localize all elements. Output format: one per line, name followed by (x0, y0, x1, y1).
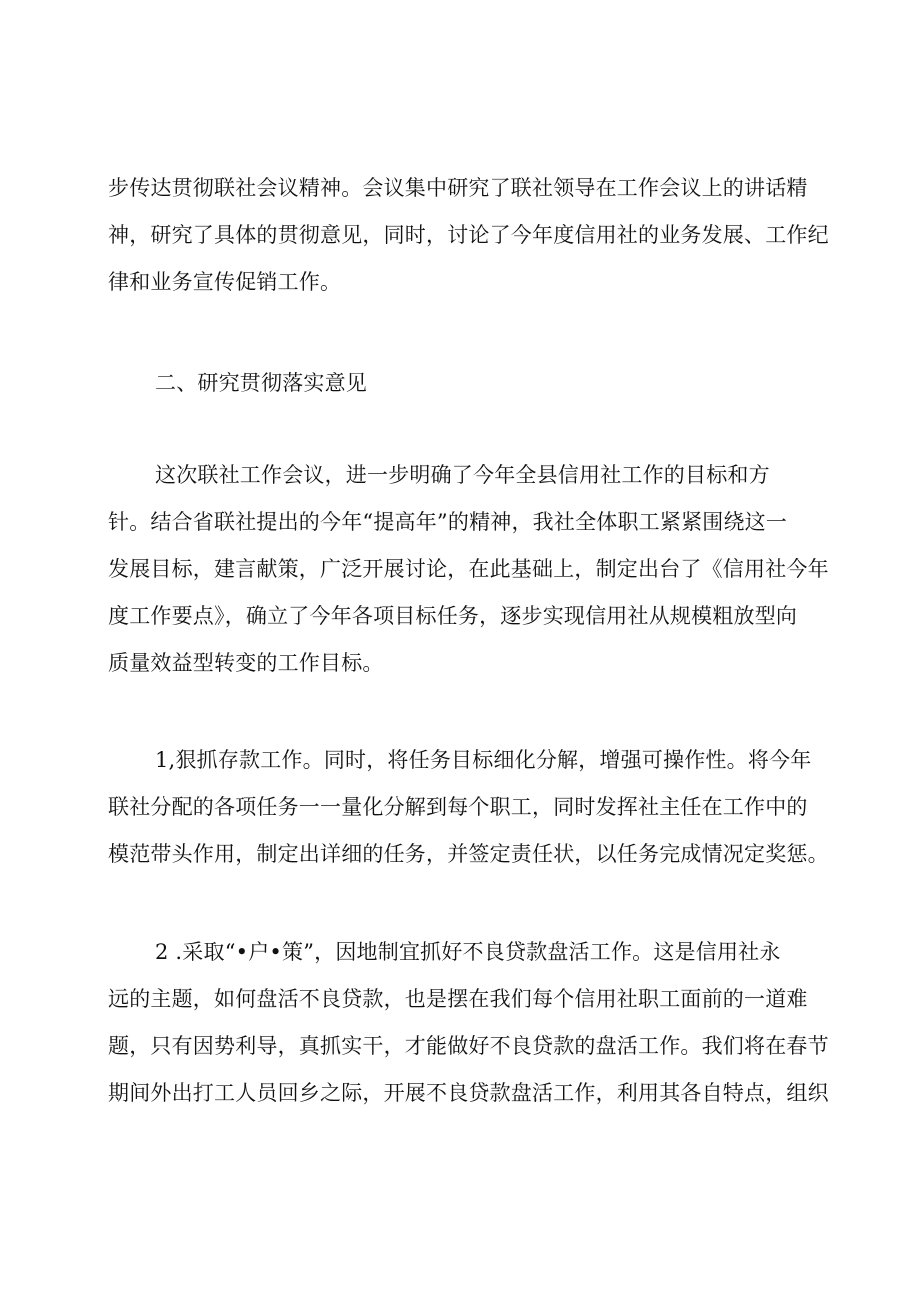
text-line: 神，研究了具体的贯彻意见，同时，讨论了今年度信用社的业务发展、工作纪 (108, 223, 829, 247)
text-line: 联社分配的各项任务一一量化分解到每个职工，同时发挥社主任在工作中的 (108, 795, 808, 819)
paragraph-item-2 (108, 929, 828, 1117)
text-line: 步传达贯彻联社会议精神。会议集中研究了联社领导在工作会议上的讲话精 (108, 176, 808, 200)
text-line: 题，只有因势利导，真抓实干，才能做好不良贷款的盘活工作。我们将在春节 (108, 1034, 829, 1058)
text-line: 模范带头作用，制定出详细的任务，并签定责任状，以任务完成情况定奖惩。 (108, 842, 829, 866)
text-line: 远的主题，如何盘活不良贷款，也是摆在我们每个信用社职工面前的一道难 (108, 987, 808, 1011)
text-line: 1,狠抓存款工作。同时，将任务目标细化分解，增强可操作性。将今年 (155, 748, 812, 772)
text-line: 律和业务宣传促销工作。 (108, 270, 342, 294)
paragraph-meeting-summary (108, 452, 828, 687)
paragraph-item-1 (108, 737, 828, 878)
text-line: 2 .采取“•户•策”，因地制宜抓好不良贷款盘活工作。这是信用社永 (155, 940, 781, 964)
text-line: 针。结合省联社提出的今年“提高年”的精神，我社全体职工紧紧围绕这一 (108, 510, 788, 534)
text-line: 期间外出打工人员回乡之际，开展不良贷款盘活工作，利用其各自特点，组织 (108, 1081, 829, 1105)
heading-text: 二、研究贯彻落实意见 (155, 371, 367, 395)
text-line: 发展目标，建言献策，广泛开展讨论，在此基础上，制定出台了《信用社今年 (108, 557, 829, 581)
text-line: 这次联社工作会议，进一步明确了今年全县信用社工作的目标和方 (155, 463, 770, 487)
section-heading (108, 360, 828, 407)
text-line: 质量效益型转变的工作目标。 (108, 651, 384, 675)
paragraph-continuation (108, 165, 828, 306)
text-line: 度工作要点》，确立了今年各项目标任务，逐步实现信用社从规模粗放型向 (108, 604, 798, 628)
